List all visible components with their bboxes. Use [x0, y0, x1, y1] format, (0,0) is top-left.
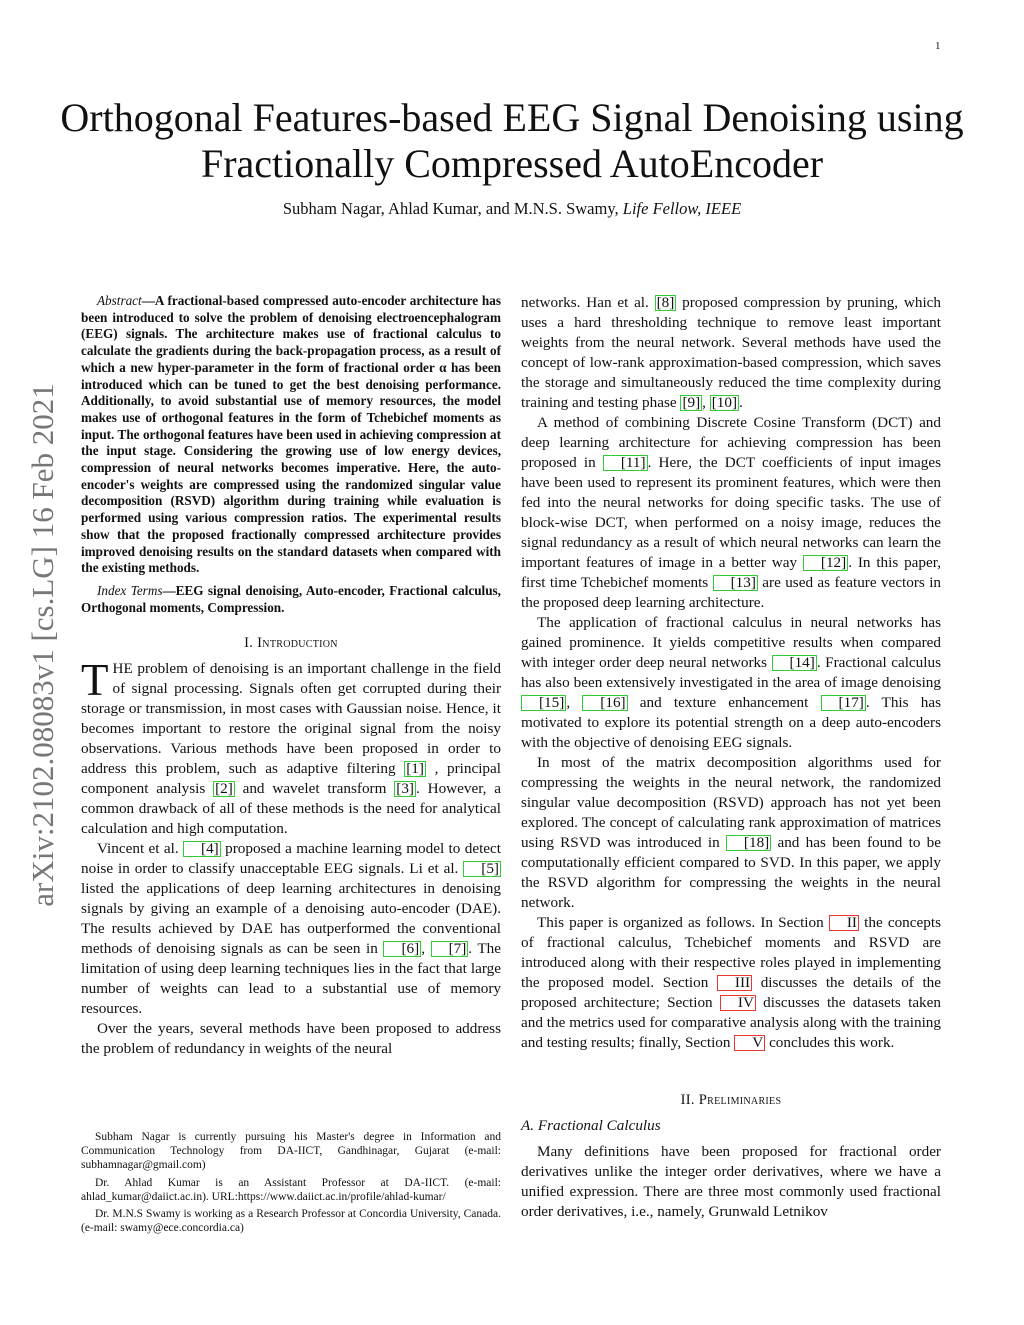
- section-heading-introduction: [81, 633, 501, 653]
- drop-cap: T: [81, 655, 109, 706]
- index-terms-text: —EEG signal denoising, Auto-encoder, Fractional calculus, Orthogonal moments, Compression.: [81, 582, 501, 615]
- text-run: . In this paper, first time Tchebichef moments: [521, 554, 941, 591]
- text-run: Vincent et al.: [97, 840, 184, 858]
- section-heading-preliminaries: [521, 1090, 941, 1110]
- text-run: and wavelet transform: [234, 780, 395, 798]
- text-run: proposed compression by pruning, which uses a hard thresholding technique to remove least important weights from the neural network. Several methods have used the concept of low-rank approximation-based compression, which saves the storage and simultaneously reduced the time complexity during training and testing phase: [521, 294, 942, 411]
- index-terms-lead: Index Terms: [97, 582, 163, 598]
- citation-link[interactable]: [5]: [463, 861, 501, 877]
- citation-link[interactable]: [17]: [821, 695, 866, 711]
- text-run: and texture enhancement: [627, 694, 821, 711]
- text-run: HE problem of denoising is an important challenge in the field of signal processing. Signals often get corrupted during their storage or transmission, in most cases with Gaussian noise. Hence, it becomes important to restore the original signal from the noisy observations. Various methods have been proposed in order to address this problem, such as adaptive filtering: [81, 660, 501, 778]
- author-affiliation: Life Fellow, IEEE: [622, 199, 742, 218]
- author-line: [60, 199, 964, 219]
- right-paragraph-4: [521, 753, 941, 913]
- text-run: the concepts of fractional calculus, Tchebichef moments and RSVD are introduced along with their respective roles played in implementing the proposed model. Section: [521, 914, 941, 991]
- footnote-author-3: Dr. M.N.S Swamy is working as a Research Professor at Concordia University, Canada. (e-mail: swamy@ece.concordia.ca): [81, 1208, 501, 1235]
- intro-paragraph-3: Over the years, several methods have been proposed to address the problem of redundancy in weights of the neural: [81, 1020, 501, 1058]
- text-run: In most of the matrix decomposition algorithms used for compressing the weights in the neural network, the randomized singular value decomposition (RSVD) approach has not yet been explored. The concept of calculating rank approximation of matrices using RSVD was introduced in: [521, 754, 941, 851]
- abstract: [81, 293, 501, 577]
- citation-link[interactable]: [6]: [383, 941, 421, 957]
- text-run: proposed a machine learning model to detect noise in order to classify unacceptable EEG signals. Li et al.: [81, 840, 502, 878]
- footnote-author-1: Subham Nagar is currently pursuing his Master's degree in Information and Communication Technology from DA-IICT, Gandhinagar, Gujarat (e-mail: subhamnagar@gmail.com): [81, 1131, 501, 1172]
- text-run: , principal component analysis: [81, 760, 501, 798]
- text-run: . This has motivated to explore its potential strength on a deep auto-encoders with the objective of denoising EEG signals.: [521, 694, 941, 751]
- text-run: ,: [566, 694, 583, 711]
- text-run: concludes this work.: [765, 1034, 895, 1051]
- footnotes: [81, 1130, 501, 1238]
- section-title: Introduction: [257, 635, 338, 652]
- citation-link[interactable]: [1]: [406, 760, 424, 778]
- text-run: discusses the details of the proposed architecture; Section: [521, 974, 942, 1011]
- section-ref-link[interactable]: V: [734, 1035, 765, 1051]
- page-number: 1: [935, 40, 941, 52]
- right-paragraph-5: [521, 913, 941, 1053]
- citation-link[interactable]: [8]: [656, 294, 675, 311]
- citation-link[interactable]: [13]: [713, 575, 758, 591]
- text-run: . Fractional calculus has also been extensively investigated in the area of image denoising: [521, 654, 941, 691]
- section-ref-link[interactable]: III: [717, 975, 752, 991]
- index-terms: [81, 583, 501, 616]
- text-run: . The limitation of using deep learning techniques lies in the fact that large number of weights can lead to a substantial use of memory resources.: [81, 940, 502, 1018]
- citation-link[interactable]: [16]: [582, 695, 627, 711]
- paper-title: Orthogonal Features-based EEG Signal Denoising using Fractionally Compressed AutoEncoder: [60, 95, 964, 186]
- text-run: This paper is organized as follows. In Section: [537, 914, 829, 931]
- citation-link[interactable]: [18]: [726, 835, 771, 851]
- right-paragraph-1: [521, 293, 941, 413]
- spacer: [521, 1053, 941, 1073]
- citation-link[interactable]: [11]: [603, 455, 648, 471]
- subsection-heading: A. Fractional Calculus: [521, 1117, 661, 1134]
- citation-link[interactable]: [12]: [803, 555, 848, 571]
- left-column: [81, 293, 501, 1059]
- text-run: are used as feature vectors in the proposed deep learning architecture.: [521, 574, 942, 611]
- citation-link[interactable]: [15]: [521, 695, 566, 711]
- author-names: Subham Nagar, Ahlad Kumar, and M.N.S. Swamy,: [282, 199, 623, 218]
- text-run: . Here, the DCT coefficients of input images have been used to represent its prominent features, which were then fed into the neural networks for doing specific tasks. The use of block-wise DCT, when performed on a noisy image, reduces the signal redundancy as a result of which neural networks can learn the important features of image in a better way: [521, 454, 941, 571]
- citation-link[interactable]: [2]: [215, 780, 233, 798]
- text-run: ,: [702, 394, 710, 411]
- right-column: [521, 293, 941, 1222]
- citation-link[interactable]: [4]: [183, 841, 221, 857]
- text-run: discusses the datasets taken and the metrics used for comparative analysis along with the training and testing results; finally, Section: [521, 994, 941, 1051]
- abstract-text: —A fractional-based compressed auto-encoder architecture has been introduced to solve the problem of denoising electroencephalogram (EEG) signals. The architecture makes use of fractional calculus to calculate the gradients during the back-propagation process, as a result of which a new hyper-parameter in the form of fractional order α has been introduced which can be tuned to get the best denoising performance. Additionally, to avoid substantial use of memory resources, the model makes use of orthogonal features in the form of Tchebichef moments as input. The orthogonal features have been used in achieving compression at the input stage. Considering the growing use of low energy devices, compression of neural networks becomes imperative. Here, the auto-encoder's weights are compressed using the randomized singular value decomposition (RSVD) algorithm during training while evaluation is performed using various compression ratios. The experimental results show that the proposed fractionally compressed architecture provides improved denoising results on the standard datasets when compared with the existing methods.: [81, 293, 501, 576]
- section-ref-link[interactable]: IV: [720, 995, 756, 1011]
- text-run: The application of fractional calculus in neural networks has gained prominence. It yields competitive results when compared with integer order deep neural networks: [521, 614, 941, 671]
- section-ref-link[interactable]: II: [829, 915, 859, 931]
- citation-link[interactable]: [7]: [431, 941, 469, 957]
- arxiv-stamp: arXiv:2102.08083v1 [cs.LG] 16 Feb 2021: [25, 383, 60, 907]
- section-title: Preliminaries: [698, 1092, 782, 1108]
- right-paragraph-2: [521, 413, 941, 613]
- abstract-lead: Abstract: [97, 293, 142, 308]
- citation-link[interactable]: [14]: [772, 655, 817, 671]
- footnote-author-2: Dr. Ahlad Kumar is an Assistant Professor at DA-IICT. (e-mail: ahlad_kumar@daiict.ac.in). URL:https://www.daiict.ac.in/profile/ahlad-kumar/: [81, 1176, 501, 1203]
- text-run: .: [739, 394, 743, 411]
- intro-paragraph-2: [81, 839, 501, 1019]
- right-paragraph-3: [521, 613, 941, 753]
- citation-link[interactable]: [9]: [682, 394, 701, 411]
- text-run: and has been found to be computationally efficient compared to SVD. In this paper, we apply the RSVD algorithm for compressing the weights in the neural network.: [521, 834, 941, 911]
- text-run: ,: [421, 940, 431, 958]
- citation-link[interactable]: [3]: [396, 780, 414, 798]
- intro-paragraph-1: [81, 655, 502, 839]
- text-run: listed the applications of deep learning architectures in denoising signals by giving an example of a denoising auto-encoder (DAE). The results achieved by DAE has outperformed the conventional methods of denoising signals as can be seen in: [81, 880, 501, 958]
- citation-link[interactable]: [10]: [711, 394, 738, 411]
- text-run: . However, a common drawback of all of these methods is the need for analytical calculation and high computation.: [81, 780, 502, 838]
- prelim-paragraph-1: Many definitions have been proposed for fractional order derivatives unlike the integer order derivatives, where we have a unified expression. There are three most commonly used fractional order derivatives, i.e., namely, Grunwald Letnikov: [521, 1143, 941, 1220]
- text-run: networks. Han et al.: [521, 294, 655, 311]
- section-number: II.: [680, 1092, 695, 1108]
- text-run: A method of combining Discrete Cosine Transform (DCT) and deep learning architecture for achieving compression has been proposed in: [521, 414, 941, 471]
- section-number: I.: [244, 635, 254, 652]
